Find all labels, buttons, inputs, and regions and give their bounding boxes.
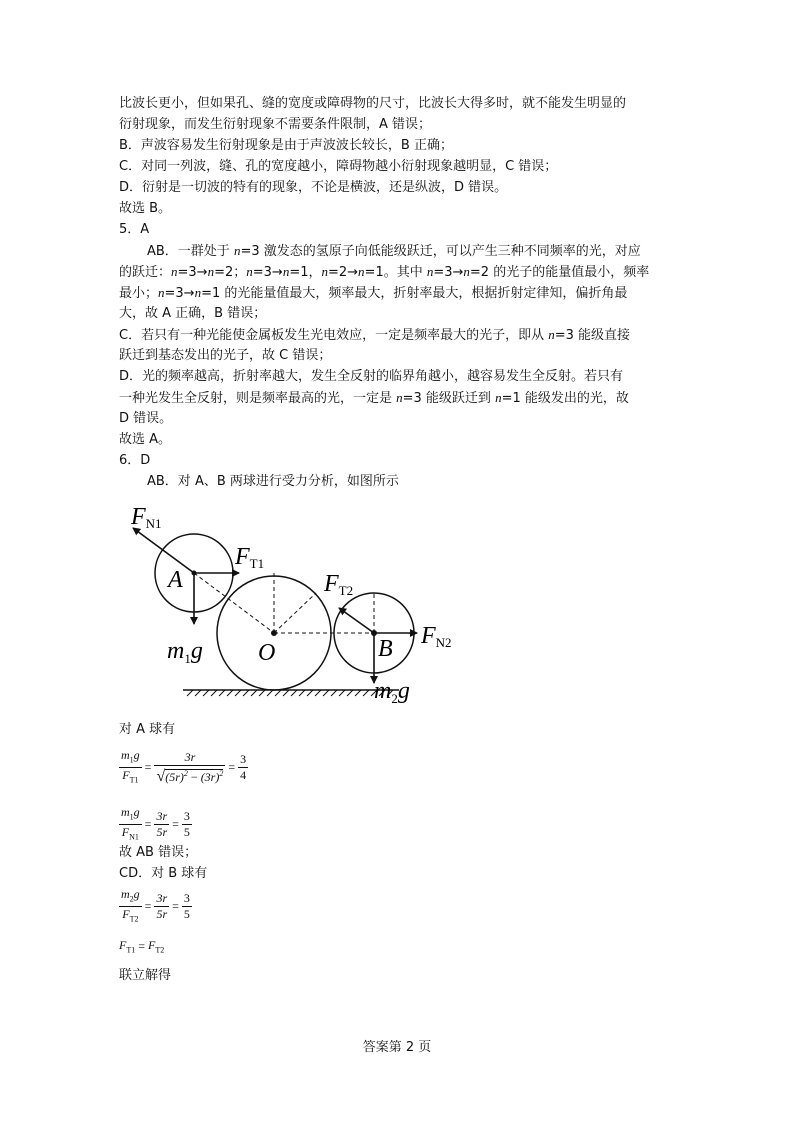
fraction: $\frac{m_1g}{F_{T1}}$: [121, 748, 140, 785]
page-footer: 答案第 2 页: [362, 1040, 432, 1055]
equation-1: $\frac{m_1g}{F_{T1}}$ = $\frac{3r}{√(5r)^2 - (3r)^2}$ = $\frac{3}{4}$: [119, 748, 248, 788]
text-line: 故选 A。: [119, 432, 172, 447]
equation-3: $\frac{m_2g}{F_{T2}}$ = $\frac{3r}{5r}$ = $\frac{3}{5}$: [119, 887, 192, 927]
text-line: 大，故 A 正确，B 错误；: [119, 306, 267, 321]
text-line: 一种光发生全反射，则是频率最高的光，一定是 n=3 能级跃迁到 n=1 能级发出的光，故: [119, 390, 629, 406]
arrow-FT2: [339, 608, 374, 633]
text-line: C．对同一列波，缝、孔的宽度越小，障碍物越小衍射现象越明显，C 错误；: [119, 159, 558, 174]
text-line: B．声波容易发生衍射现象是由于声波波长较长，B 正确；: [119, 138, 453, 153]
label-O: O: [258, 640, 276, 666]
equation-4: $F_{T1} = F_{T2}$: [119, 938, 165, 955]
answer-label: 6．D: [119, 453, 151, 468]
center-O: [271, 630, 277, 636]
equation-2: $\frac{m_1g}{F_{N1}}$ = $\frac{3r}{5r}$ = $\frac{3}{5}$: [119, 805, 192, 845]
text-line: 故 AB 错误；: [119, 845, 198, 860]
text-line: C．若只有一种光能使金属板发生光电效应，一定是频率最大的光子，即从 n=3 能级直接: [119, 327, 631, 343]
answer-label: 5．A: [119, 222, 150, 237]
label-FN2: FN2: [421, 623, 452, 650]
text-line: D．光的频率越高，折射率越大，发生全反射的临界角越小，越容易发生全反射。若只有: [119, 369, 624, 384]
fraction: $\frac{m_2g}{F_{T2}}$: [121, 887, 140, 924]
text-line: 比波长更小，但如果孔、缝的宽度或障碍物的尺寸，比波长大得多时，就不能发生明显的: [119, 96, 627, 111]
ground-hatch: [187, 690, 393, 696]
label-A: A: [168, 567, 183, 593]
label-B: B: [378, 636, 393, 662]
fraction: $\frac{3r}{5r}$: [156, 809, 168, 840]
text-line: 最小；n=3→n=1 的光能量值最大，频率最大，折射率最大，根据折射定律知，偏折角最: [119, 285, 628, 301]
text-line: CD．对 B 球有: [119, 866, 208, 881]
text-line: 的跃迁：n=3→n=2；n=3→n=1，n=2→n=1。其中 n=3→n=2 的光子的能量值最小，频率: [119, 264, 650, 280]
fraction: $\frac{3}{5}$: [183, 809, 190, 840]
label-m2g: $m_2g$: [374, 678, 410, 706]
text-line: 联立解得: [119, 968, 172, 983]
text-line: AB．对 A、B 两球进行受力分析，如图所示: [147, 474, 399, 489]
label-FN1: FN1: [131, 504, 162, 531]
fraction: $\frac{3}{4}$: [240, 752, 247, 783]
fraction: $\frac{3r}{√(5r)^2 - (3r)^2}$: [156, 750, 224, 786]
force-diagram: [119, 498, 479, 708]
fraction: $\frac{3r}{5r}$: [156, 891, 168, 922]
label-FT2: FT2: [324, 571, 354, 598]
text-line: 跃迁到基态发出的光子，故 C 错误；: [119, 348, 332, 363]
text-line: 故选 B。: [119, 201, 172, 216]
text-line: D．衍射是一切波的特有的现象，不论是横波，还是纵波，D 错误。: [119, 180, 508, 195]
text-line: D 错误。: [119, 411, 173, 426]
text-line: AB．一群处于 n=3 激发态的氢原子向低能级跃迁，可以产生三种不同频率的光，对应: [147, 243, 641, 259]
fraction: $\frac{m_1g}{F_{N1}}$: [121, 805, 140, 842]
text-line: 对 A 球有: [119, 722, 176, 737]
label-m1g: $m_1g$: [167, 638, 203, 666]
label-FT1: FT1: [235, 544, 265, 571]
fraction: $\frac{3}{5}$: [183, 891, 190, 922]
text-line: 衍射现象，而发生衍射现象不需要条件限制，A 错误；: [119, 117, 432, 132]
